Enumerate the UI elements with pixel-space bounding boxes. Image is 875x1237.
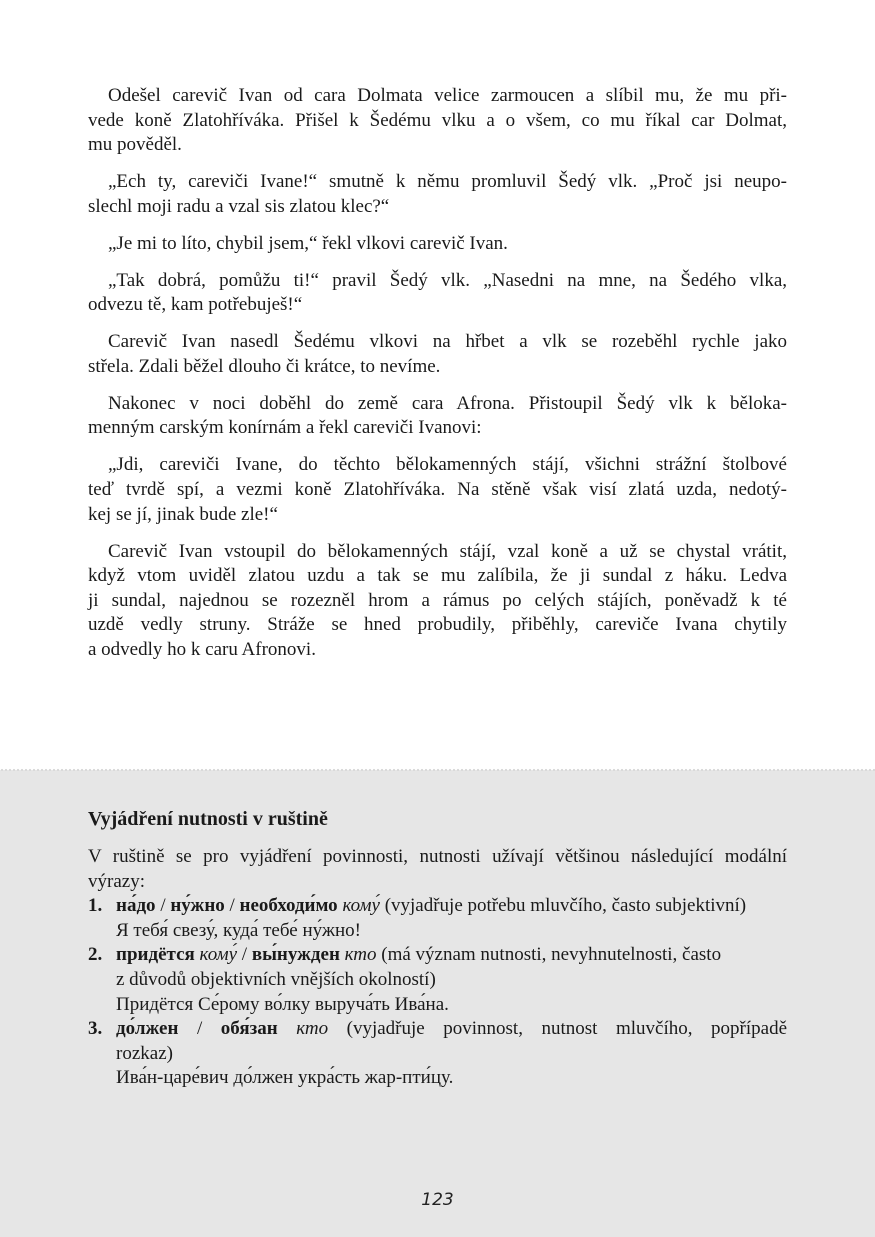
list-item — [88, 943, 787, 1017]
item-line — [116, 894, 787, 919]
text-line: uzdě vedly struny. Stráže se hned probudily, přiběhly, careviče Ivana chytily — [88, 614, 787, 636]
text-line: „Jdi, careviči Ivane, do těchto bělokamenných stájí, všichni strážní štolbové — [108, 454, 787, 476]
text-segment: / — [155, 895, 171, 917]
item-line — [116, 1066, 787, 1091]
text-segment: (má význam nutnosti, nevyhnutelnosti, často — [376, 944, 722, 966]
text-line: střela. Zdali běžel dlouho či krátce, to nevíme. — [88, 355, 441, 377]
list-number: 1. — [88, 895, 103, 917]
russian-term: придётся — [116, 944, 195, 966]
text-segment: Ива́н-царе́вич до́лжен укра́сть жар-пти́цу. — [116, 1067, 454, 1089]
text-line: ji sundal, najednou se rozezněl hrom a rámus po celých stájích, poněvadž k té — [88, 589, 787, 611]
text-line: a odvedly ho k caru Afronovi. — [88, 639, 316, 661]
intro-line: V ruštině se pro vyjádření povinnosti, nutnosti užívají většinou následující modální — [88, 846, 787, 867]
item-line — [116, 1017, 787, 1042]
text-line: „Tak dobrá, pomůžu ti!“ pravil Šedý vlk. „Nasedni na mne, na Šedého vlka, — [108, 269, 787, 291]
text-segment: rozkaz) — [116, 1042, 173, 1064]
text-line: Odešel carevič Ivan od cara Dolmata velice zarmoucen a slíbil mu, že mu při- — [108, 85, 787, 106]
text-segment: / — [224, 895, 240, 917]
item-line — [116, 1042, 787, 1067]
russian-term: до́лжен — [116, 1018, 179, 1040]
case-hint: кому́ — [194, 944, 238, 966]
text-line: „Ech ty, careviči Ivane!“ smutně k němu promluvil Šedý vlk. „Proč jsi neupo- — [108, 171, 787, 193]
paragraph — [88, 84, 787, 158]
text-line: když vtom uviděl zlatou uzdu a tak se mu zalíbila, že ji sundal z háku. Ledva — [88, 565, 787, 587]
text-line: vede koně Zlatohříváka. Přišel k Šedému vlku a o všem, co mu říkal car Dolmat, — [88, 109, 787, 131]
text-segment: (vyjadřuje povinnost, nutnost mluvčího, popřípadě — [328, 1018, 788, 1040]
grammar-box-title: Vyjádření nutnosti v ruštině — [88, 808, 328, 830]
russian-term: обя́зан — [220, 1018, 278, 1040]
text-line: menným carským konírnám a řekl careviči Ivanovi: — [88, 417, 482, 439]
russian-term: вы́нужден — [251, 944, 340, 966]
item-line — [116, 943, 787, 968]
case-hint: кто — [339, 944, 377, 966]
page-number: 123 — [421, 1190, 454, 1210]
text-line: Nakonec v noci doběhl do země cara Afrona. Přistoupil Šedý vlk k běloka- — [108, 392, 787, 414]
item-line — [116, 968, 787, 993]
item-line — [116, 993, 787, 1018]
paragraph — [88, 392, 787, 441]
russian-term: необходи́мо — [239, 895, 338, 917]
grammar-box-body — [88, 845, 787, 1091]
story-text — [88, 84, 787, 675]
text-segment: z důvodů objektivních vnějších okolností) — [116, 968, 436, 990]
paragraph — [88, 540, 787, 663]
text-line: „Je mi to líto, chybil jsem,“ řekl vlkovi carevič Ivan. — [108, 232, 508, 254]
paragraph — [88, 330, 787, 379]
list-number: 2. — [88, 944, 103, 966]
item-line — [116, 919, 787, 944]
paragraph — [88, 453, 787, 527]
text-line: mu pověděl. — [88, 134, 182, 156]
text-line: Carevič Ivan nasedl Šedému vlkovi na hřbet a vlk se rozeběhl rychle jako — [108, 331, 787, 353]
text-segment: (vyjadřuje potřebu mluvčího, často subjektivní) — [379, 895, 747, 917]
case-hint: кто — [277, 1018, 329, 1040]
list-item — [88, 1017, 787, 1091]
russian-term: ну́жно — [170, 895, 225, 917]
paragraph — [88, 232, 787, 257]
list-item — [88, 894, 787, 943]
paragraph — [88, 170, 787, 219]
text-line: teď tvrdě spí, a vezmi koně Zlatohříváka. Na stěně však visí zlatá uzda, nedotý- — [88, 479, 787, 501]
case-hint: кому́ — [337, 895, 380, 917]
paragraph — [88, 269, 787, 318]
grammar-box-border — [0, 768, 875, 773]
text-line: Carevič Ivan vstoupil do bělokamenných stájí, vzal koně a už se chystal vrátit, — [108, 540, 787, 562]
text-segment: Придётся Се́рому во́лку выруча́ть Ива́на. — [116, 993, 449, 1015]
intro-line: výrazy: — [88, 870, 145, 892]
text-line: odvezu tě, kam potřebuješ!“ — [88, 294, 303, 316]
text-segment: Я тебя́ свезу́, куда́ тебе́ ну́жно! — [116, 919, 361, 941]
text-line: kej se jí, jinak bude zle!“ — [88, 503, 278, 525]
russian-term: на́до — [116, 895, 156, 917]
text-line: slechl moji radu a vzal sis zlatou klec?“ — [88, 195, 390, 217]
text-segment: / — [178, 1018, 221, 1040]
text-segment: / — [237, 944, 252, 966]
list-number: 3. — [88, 1018, 103, 1040]
